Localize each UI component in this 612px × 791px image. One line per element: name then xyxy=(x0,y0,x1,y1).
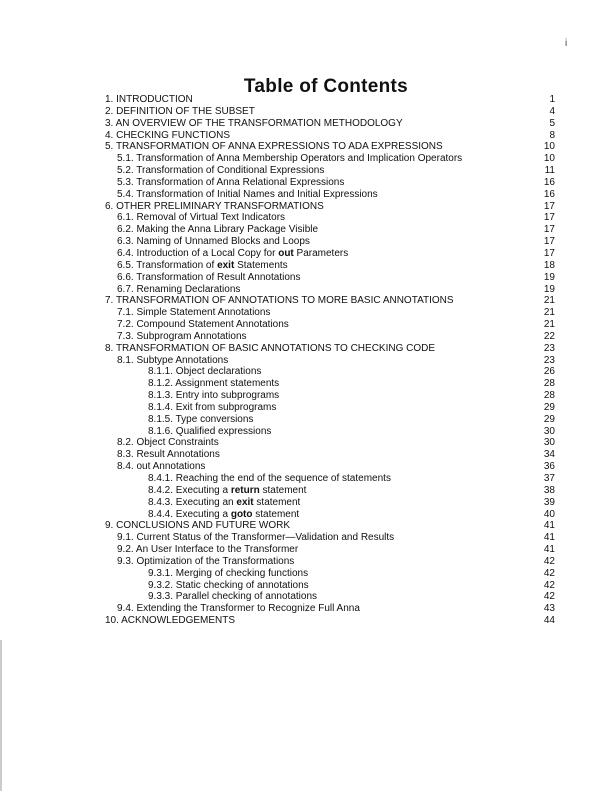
toc-entry-title xyxy=(105,295,454,307)
toc-entry[interactable] xyxy=(105,378,555,390)
toc-entry-text: 8.4.1. Reaching the end of the sequence of statements xyxy=(148,473,391,484)
toc-entry-title xyxy=(105,130,230,142)
toc-entry-title xyxy=(148,509,299,521)
toc-entry[interactable] xyxy=(105,473,555,485)
toc-entry[interactable] xyxy=(105,331,555,343)
toc-entry[interactable] xyxy=(105,224,555,236)
toc-entry-page: 42 xyxy=(543,567,555,579)
toc-entry-page: 30 xyxy=(543,425,555,437)
table-of-contents xyxy=(105,94,555,627)
toc-entry-page: 28 xyxy=(543,378,555,390)
toc-entry[interactable] xyxy=(105,449,555,461)
toc-entry-text: 8.3. Result Annotations xyxy=(117,449,220,461)
toc-entry-text: 8.1.5. Type conversions xyxy=(148,413,254,425)
toc-entry[interactable] xyxy=(105,295,555,307)
toc-entry-text: 8. TRANSFORMATION OF BASIC ANNOTATIONS TO CHECKING CODE xyxy=(105,342,436,354)
toc-entry[interactable] xyxy=(105,414,555,426)
toc-entry-text: 9.3.2. Static checking of annotations xyxy=(148,579,309,591)
toc-entry-page: 23 xyxy=(543,354,555,366)
toc-entry-title xyxy=(117,177,344,189)
toc-entry-title xyxy=(105,94,193,106)
toc-entry-page: 30 xyxy=(543,437,555,449)
toc-entry-title xyxy=(117,272,300,284)
toc-entry-page: 23 xyxy=(543,342,555,354)
toc-entry-text: 9. CONCLUSIONS AND FUTURE WORK xyxy=(105,520,291,532)
toc-entry-title xyxy=(148,473,391,485)
toc-entry-text: statement xyxy=(253,496,301,508)
toc-entry[interactable] xyxy=(105,580,555,592)
toc-entry[interactable] xyxy=(105,485,555,497)
toc-entry-text: 10. ACKNOWLEDGEMENTS xyxy=(105,615,236,627)
toc-entry-page: 41 xyxy=(543,532,555,544)
toc-entry-title xyxy=(117,224,318,236)
toc-entry-page: 4 xyxy=(549,105,555,117)
toc-entry-title xyxy=(105,343,435,355)
toc-entry[interactable] xyxy=(105,509,555,521)
toc-entry-page: 18 xyxy=(543,259,555,271)
toc-entry[interactable] xyxy=(105,307,555,319)
toc-entry-title xyxy=(148,580,309,592)
toc-entry-page: 10 xyxy=(543,153,555,165)
toc-entry[interactable] xyxy=(105,343,555,355)
toc-entry-text: 8.1.4. Exit from subprograms xyxy=(148,401,277,413)
toc-entry-page: 29 xyxy=(543,401,555,413)
toc-entry-title xyxy=(148,366,261,378)
toc-entry[interactable] xyxy=(105,94,555,106)
toc-entry-page: 39 xyxy=(543,496,555,508)
toc-entry-page: 21 xyxy=(543,295,555,307)
toc-entry-page: 16 xyxy=(543,176,555,188)
toc-entry-title xyxy=(148,485,306,497)
toc-entry-text: statement xyxy=(259,484,307,496)
toc-entry-page: 26 xyxy=(543,366,555,378)
toc-entry-keyword: return xyxy=(230,484,260,496)
toc-entry-title xyxy=(148,591,317,603)
toc-entry[interactable] xyxy=(105,118,555,130)
toc-entry-text: Parameters xyxy=(293,247,349,259)
toc-entry-title xyxy=(148,426,271,438)
toc-entry-title xyxy=(117,556,294,568)
toc-entry-title xyxy=(148,378,279,390)
toc-entry-text: 8.2. Object Constraints xyxy=(117,437,219,449)
toc-entry-title xyxy=(148,497,300,509)
toc-entry[interactable] xyxy=(105,568,555,580)
scan-edge-mark xyxy=(0,640,2,791)
toc-entry-title xyxy=(148,390,279,402)
toc-entry-text: 8.1.6. Qualified expressions xyxy=(148,425,272,437)
toc-entry-title xyxy=(105,141,443,153)
toc-entry[interactable] xyxy=(105,615,555,627)
toc-entry-page: 19 xyxy=(543,271,555,283)
toc-entry[interactable] xyxy=(105,189,555,201)
toc-entry-text: 6.7. Renaming Declarations xyxy=(117,283,241,295)
toc-entry-page: 17 xyxy=(543,247,555,259)
toc-entry-text: 9.4. Extending the Transformer to Recognize Full Anna xyxy=(117,603,360,615)
toc-entry-page: 44 xyxy=(543,615,555,627)
toc-entry-title xyxy=(117,165,324,177)
toc-entry-text: 8.1. Subtype Annotations xyxy=(117,354,229,366)
toc-entry[interactable] xyxy=(105,366,555,378)
toc-entry-text: 6.6. Transformation of Result Annotations xyxy=(117,271,301,283)
toc-entry-title xyxy=(105,520,290,532)
toc-entry-title xyxy=(117,449,220,461)
toc-entry[interactable] xyxy=(105,201,555,213)
toc-entry[interactable] xyxy=(105,260,555,272)
toc-entry-text: 9.2. An User Interface to the Transformer xyxy=(117,544,299,556)
toc-entry-title xyxy=(105,201,324,213)
toc-entry-text: 8.4.4. Executing a xyxy=(148,508,231,520)
toc-entry-page: 43 xyxy=(543,603,555,615)
toc-entry[interactable] xyxy=(105,212,555,224)
toc-entry-title xyxy=(117,319,289,331)
toc-entry-text: 6.2. Making the Anna Library Package Visible xyxy=(117,224,319,236)
toc-entry-page: 29 xyxy=(543,413,555,425)
toc-entry-title xyxy=(117,532,394,544)
toc-entry-title xyxy=(148,402,276,414)
toc-entry-page: 38 xyxy=(543,484,555,496)
toc-entry[interactable] xyxy=(105,461,555,473)
toc-entry-title xyxy=(117,189,378,201)
toc-entry-text: statement xyxy=(252,508,300,520)
toc-entry-text: Statements xyxy=(234,259,288,271)
toc-entry-text: 8.1.3. Entry into subprograms xyxy=(148,390,280,402)
toc-entry-title xyxy=(117,331,247,343)
toc-entry-text: 1. INTRODUCTION xyxy=(105,94,193,105)
toc-entry-text: 9.1. Current Status of the Transformer—Validation and Results xyxy=(117,532,395,544)
toc-entry-text: 8.1.1. Object declarations xyxy=(148,366,262,378)
toc-entry[interactable] xyxy=(105,591,555,603)
toc-entry-keyword: out xyxy=(278,247,294,259)
toc-entry[interactable] xyxy=(105,426,555,438)
toc-entry-text: 5. TRANSFORMATION OF ANNA EXPRESSIONS TO ADA EXPRESSIONS xyxy=(105,141,443,153)
toc-entry-title xyxy=(117,248,348,260)
toc-entry-page: 19 xyxy=(543,283,555,295)
toc-entry-title xyxy=(117,544,298,556)
toc-entry-text: 9.3.3. Parallel checking of annotations xyxy=(148,591,317,603)
toc-entry-text: 9.3. Optimization of the Transformations xyxy=(117,555,295,567)
toc-entry-text: 8.4.3. Executing an xyxy=(148,496,237,508)
toc-entry[interactable] xyxy=(105,603,555,615)
toc-entry-page: 1 xyxy=(549,94,555,105)
toc-entry-page: 17 xyxy=(543,200,555,212)
toc-entry-page: 36 xyxy=(543,461,555,473)
toc-entry-text: 2. DEFINITION OF THE SUBSET xyxy=(105,105,255,117)
toc-entry-text: 6. OTHER PRELIMINARY TRANSFORMATIONS xyxy=(105,200,324,212)
toc-entry[interactable] xyxy=(105,165,555,177)
toc-entry[interactable] xyxy=(105,319,555,331)
toc-entry-text: 8.4. out Annotations xyxy=(117,461,206,473)
toc-entry-title xyxy=(117,212,285,224)
toc-entry-page: 17 xyxy=(543,212,555,224)
toc-entry-text: 5.1. Transformation of Anna Membership Operators and Implication Operators xyxy=(117,153,463,165)
toc-entry-title xyxy=(117,284,240,296)
toc-entry[interactable] xyxy=(105,556,555,568)
toc-entry-page: 34 xyxy=(543,449,555,461)
page-number: i xyxy=(565,38,568,49)
toc-entry-page: 42 xyxy=(543,555,555,567)
toc-entry-text: 6.4. Introduction of a Local Copy for xyxy=(117,247,279,259)
toc-entry-title xyxy=(117,153,462,165)
toc-entry-page: 42 xyxy=(543,579,555,591)
toc-entry-title xyxy=(117,260,288,272)
toc-entry-page: 28 xyxy=(543,390,555,402)
toc-entry-keyword: exit xyxy=(217,259,235,271)
page-title: Table of Contents xyxy=(243,76,409,97)
toc-entry[interactable] xyxy=(105,532,555,544)
toc-entry-text: 6.1. Removal of Virtual Text Indicators xyxy=(117,212,286,224)
toc-entry-page: 22 xyxy=(543,330,555,342)
toc-entry[interactable] xyxy=(105,284,555,296)
toc-entry-text: 5.3. Transformation of Anna Relational Expressions xyxy=(117,176,345,188)
toc-entry[interactable] xyxy=(105,437,555,449)
toc-entry-page: 37 xyxy=(543,473,555,484)
toc-entry-text: 7.1. Simple Statement Annotations xyxy=(117,307,271,319)
toc-entry-title xyxy=(148,568,308,580)
toc-entry-text: 4. CHECKING FUNCTIONS xyxy=(105,129,231,141)
toc-entry-text: 7.3. Subprogram Annotations xyxy=(117,330,247,342)
toc-entry-page: 17 xyxy=(543,236,555,248)
toc-entry-title xyxy=(105,118,403,130)
toc-entry-text: 6.3. Naming of Unnamed Blocks and Loops xyxy=(117,236,310,248)
toc-entry[interactable] xyxy=(105,153,555,165)
toc-entry[interactable] xyxy=(105,402,555,414)
toc-entry[interactable] xyxy=(105,355,555,367)
toc-entry-text: 5.2. Transformation of Conditional Expressions xyxy=(117,165,325,177)
toc-entry-text: 7.2. Compound Statement Annotations xyxy=(117,319,289,331)
toc-entry[interactable] xyxy=(105,248,555,260)
toc-entry-text: 5.4. Transformation of Initial Names and Initial Expressions xyxy=(117,188,378,200)
toc-entry-page: 5 xyxy=(549,117,555,129)
toc-entry-text: 6.5. Transformation of xyxy=(117,259,218,271)
toc-entry[interactable] xyxy=(105,106,555,118)
toc-entry[interactable] xyxy=(105,390,555,402)
toc-entry-title xyxy=(117,355,228,367)
toc-entry-title xyxy=(148,414,253,426)
toc-entry[interactable] xyxy=(105,236,555,248)
toc-entry-keyword: exit xyxy=(236,496,254,508)
toc-entry-text: 3. AN OVERVIEW OF THE TRANSFORMATION METHODOLOGY xyxy=(105,117,403,129)
toc-entry[interactable] xyxy=(105,272,555,284)
toc-entry-page: 8 xyxy=(549,129,555,141)
toc-entry-page: 21 xyxy=(543,319,555,331)
toc-entry-title xyxy=(117,603,360,615)
toc-entry-page: 41 xyxy=(543,544,555,556)
toc-entry-page: 42 xyxy=(543,591,555,603)
toc-entry[interactable] xyxy=(105,544,555,556)
toc-entry-page: 17 xyxy=(543,224,555,236)
toc-entry-text: 7. TRANSFORMATION OF ANNOTATIONS TO MORE BASIC ANNOTATIONS xyxy=(105,295,454,307)
toc-entry-text: 9.3.1. Merging of checking functions xyxy=(148,567,309,579)
toc-entry[interactable] xyxy=(105,520,555,532)
toc-entry-page: 21 xyxy=(543,307,555,319)
toc-entry-title xyxy=(117,437,219,449)
toc-entry[interactable] xyxy=(105,177,555,189)
toc-entry-title xyxy=(117,461,205,473)
toc-entry-page: 11 xyxy=(544,165,555,177)
toc-entry-page: 40 xyxy=(543,508,555,520)
toc-entry-title xyxy=(117,236,310,248)
toc-entry[interactable] xyxy=(105,130,555,142)
toc-entry[interactable] xyxy=(105,497,555,509)
toc-entry-page: 41 xyxy=(543,520,555,532)
toc-entry-title xyxy=(105,106,255,118)
toc-entry-page: 10 xyxy=(543,141,555,153)
toc-entry-title xyxy=(105,615,235,627)
toc-entry-text: 8.1.2. Assignment statements xyxy=(148,378,280,390)
toc-entry[interactable] xyxy=(105,141,555,153)
toc-entry-page: 16 xyxy=(543,188,555,200)
toc-entry-text: 8.4.2. Executing a xyxy=(148,484,231,496)
toc-entry-keyword: goto xyxy=(230,508,253,520)
toc-entry-title xyxy=(117,307,270,319)
